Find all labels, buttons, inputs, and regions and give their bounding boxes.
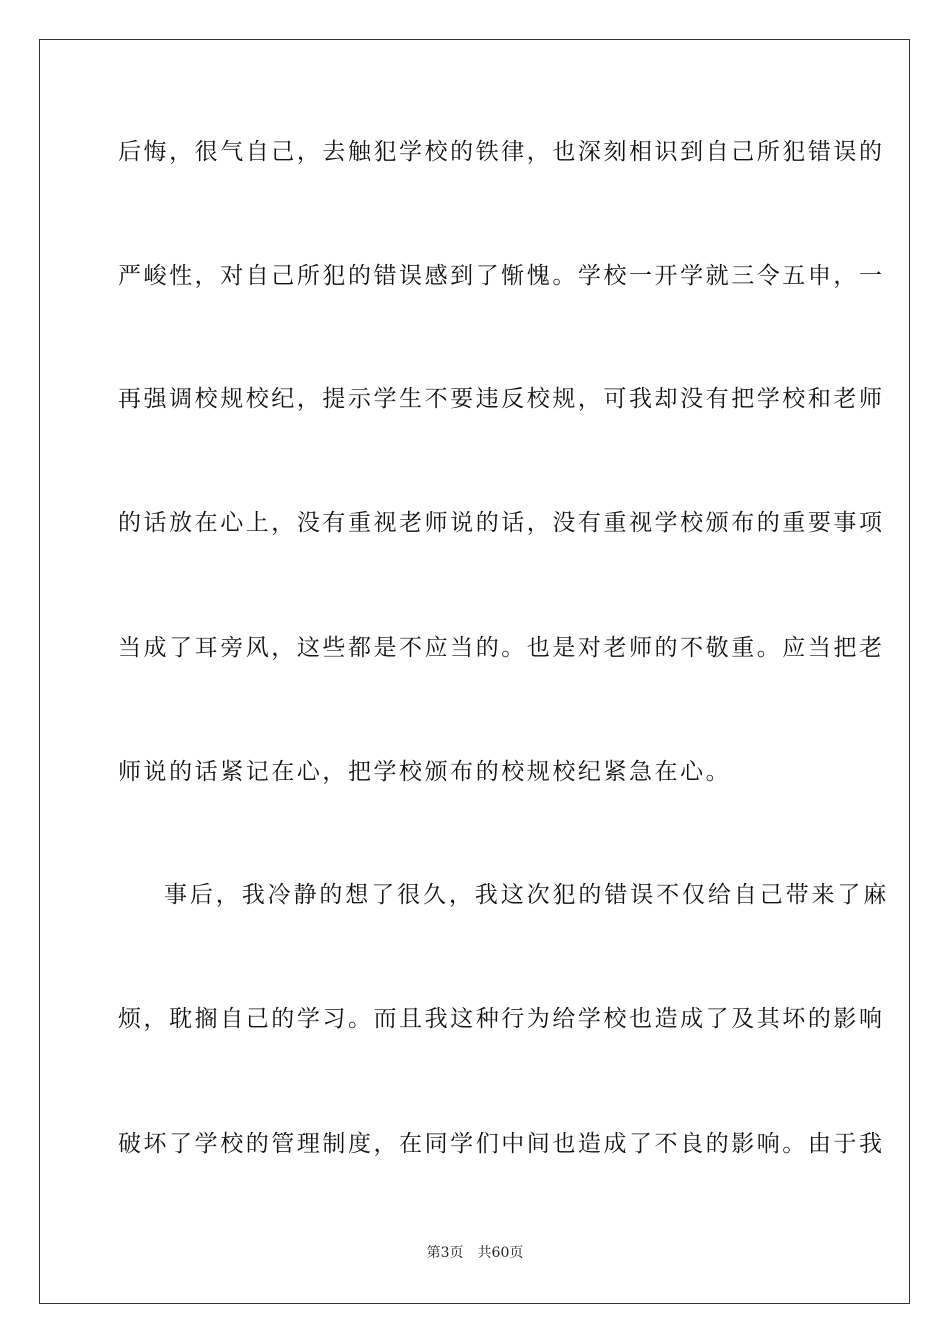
page-border (39, 39, 910, 1304)
body-text-line: 再强调校规校纪，提示学生不要违反校规，可我却没有把学校和老师 (118, 386, 885, 412)
page-total: 共60页 (477, 1245, 524, 1261)
body-text-line: 严峻性，对自己所犯的错误感到了惭愧。学校一开学就三令五申，一 (118, 263, 885, 289)
body-text-line: 烦，耽搁自己的学习。而且我这种行为给学校也造成了及其坏的影响 (118, 1006, 885, 1032)
body-text-line: 破坏了学校的管理制度，在同学们中间也造成了不良的影响。由于我 (118, 1131, 885, 1157)
body-text-line: 师说的话紧记在心，把学校颁布的校规校纪紧急在心。 (118, 759, 732, 785)
body-text-line: 当成了耳旁风，这些都是不应当的。也是对老师的不敬重。应当把老 (118, 635, 885, 661)
page-number: 第3页 (426, 1245, 464, 1261)
body-text-line: 的话放在心上，没有重视老师说的话，没有重视学校颁布的重要事项 (118, 510, 885, 536)
paragraph-first-line: 事后，我冷静的想了很久，我这次犯的错误不仅给自己带来了麻 (164, 882, 890, 908)
body-text-line: 后悔，很气自己，去触犯学校的铁律，也深刻相识到自己所犯错误的 (118, 139, 885, 165)
page-footer (0, 1244, 950, 1262)
